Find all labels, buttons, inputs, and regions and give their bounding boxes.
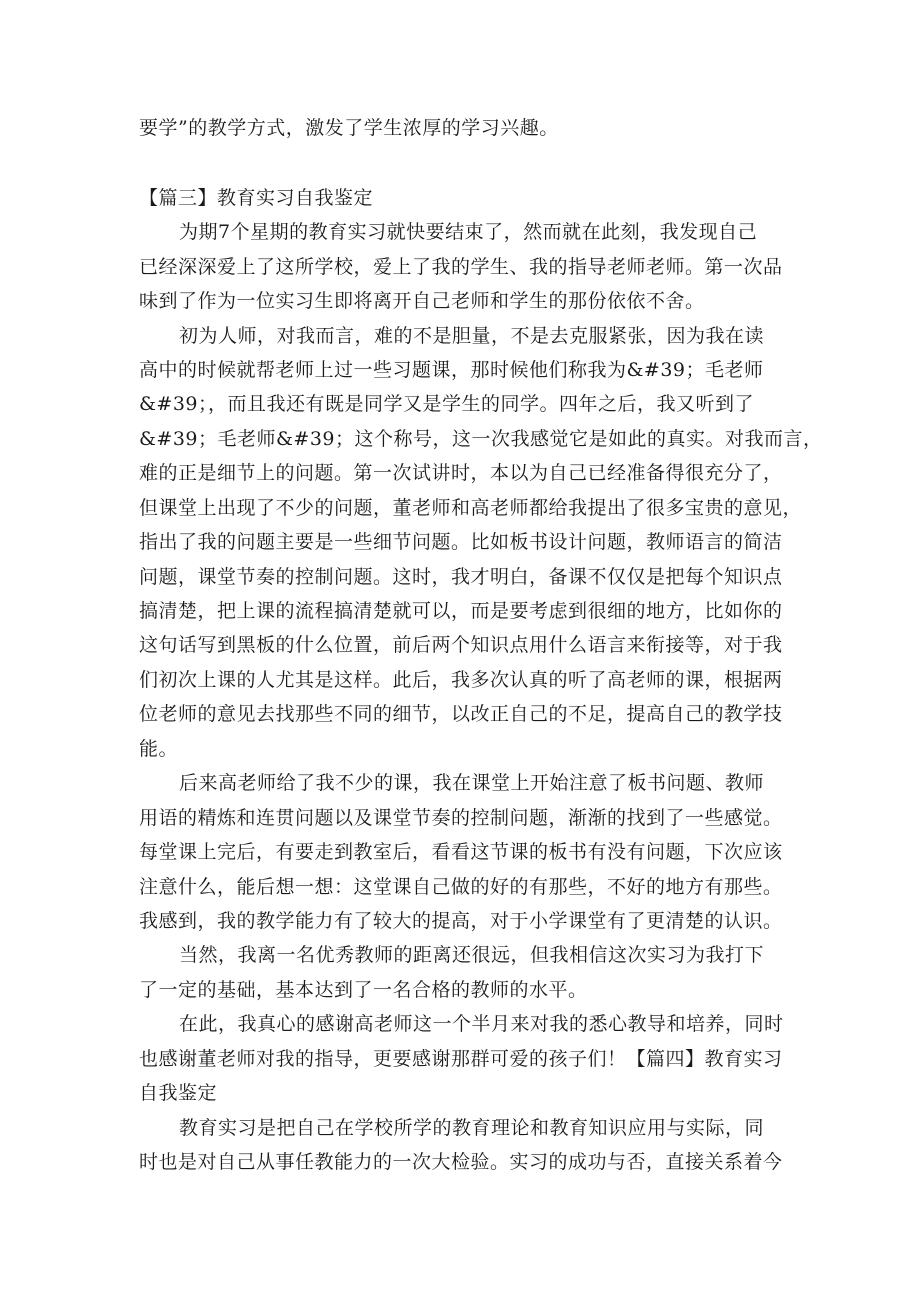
text-line: &#39；，而且我还有既是同学又是学生的同学。四年之后，我又听到了 <box>139 393 755 415</box>
text-line: 这句话写到黑板的什么位置，前后两个知识点用什么语言来衔接等，对于我 <box>139 634 783 656</box>
text-line: 当然，我离一名优秀教师的距离还很远，但我相信这次实习为我打下 <box>179 944 765 966</box>
text-line: 们初次上课的人尤其是这样。此后，我多次认真的听了高老师的课，根据两 <box>139 669 783 691</box>
section-heading: 【篇三】教育实习自我鉴定 <box>139 187 374 209</box>
text-line: 也感谢董老师对我的指导，更要感谢那群可爱的孩子们！【篇四】教育实习 <box>139 1048 783 1070</box>
text-line: 注意什么，能后想一想：这堂课自己做的好的有那些，不好的地方有那些。 <box>139 876 783 898</box>
text-line: 教育实习是把自己在学校所学的教育理论和教育知识应用与实际，同 <box>179 1117 765 1139</box>
text-line: 高中的时候就帮老师上过一些习题课，那时候他们称我为&#39；毛老师 <box>139 359 764 381</box>
text-line: 了一定的基础，基本达到了一名合格的教师的水平。 <box>139 979 588 1001</box>
text-line: 初为人师，对我而言，难的不是胆量，不是去克服紧张，因为我在读 <box>179 325 765 347</box>
text-line: 搞清楚，把上课的流程搞清楚就可以，而是要考虑到很细的地方，比如你的 <box>139 600 783 622</box>
text-line: 为期7个星期的教育实习就快要结束了，然而就在此刻，我发现自己 <box>179 221 758 243</box>
text-line: 已经深深爱上了这所学校，爱上了我的学生、我的指导老师老师。第一次品 <box>139 256 783 278</box>
text-line: 要学”的教学方式，激发了学生浓厚的学习兴趣。 <box>139 117 559 139</box>
text-line: 难的正是细节上的问题。第一次试讲时，本以为自己已经准备得很充分了， <box>139 462 783 484</box>
text-line: 问题，课堂节奏的控制问题。这时，我才明白，备课不仅仅是把每个知识点 <box>139 566 783 588</box>
text-line: 但课堂上出现了不少的问题，董老师和高老师都给我提出了很多宝贵的意见， <box>139 497 803 519</box>
text-line: 用语的精炼和连贯问题以及课堂节奏的控制问题，渐渐的找到了一些感觉。 <box>139 807 783 829</box>
text-line: &#39；毛老师&#39；这个称号，这一次我感觉它是如此的真实。对我而言， <box>139 428 823 450</box>
text-line: 指出了我的问题主要是一些细节问题。比如板书设计问题，教师语言的简洁 <box>139 531 783 553</box>
text-line: 每堂课上完后，有要走到教室后，看看这节课的板书有没有问题，下次应该 <box>139 841 783 863</box>
text-line: 能。 <box>139 738 179 760</box>
text-line: 位老师的意见去找那些不同的细节，以改正自己的不足，提高自己的教学技 <box>139 703 783 725</box>
text-line: 后来高老师给了我不少的课，我在课堂上开始注意了板书问题、教师 <box>179 772 765 794</box>
text-line: 时也是对自己从事任教能力的一次大检验。实习的成功与否，直接关系着今 <box>139 1151 783 1173</box>
text-line: 在此，我真心的感谢高老师这一个半月来对我的悉心教导和培养，同时 <box>179 1013 784 1035</box>
text-line: 味到了作为一位实习生即将离开自己老师和学生的那份依依不舍。 <box>139 290 705 312</box>
text-line: 自我鉴定 <box>139 1082 218 1104</box>
text-line: 我感到，我的教学能力有了较大的提高，对于小学课堂有了更清楚的认识。 <box>139 910 783 932</box>
